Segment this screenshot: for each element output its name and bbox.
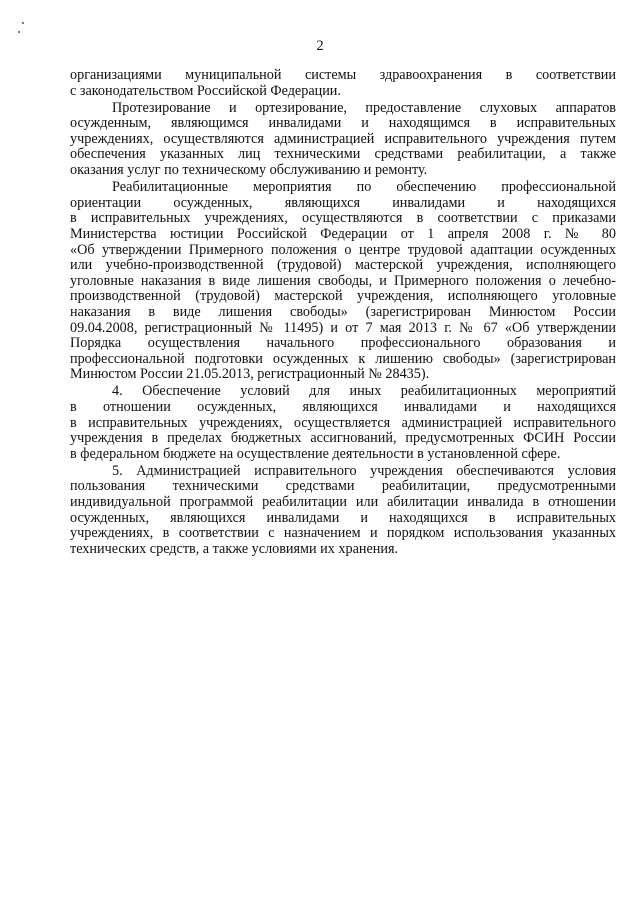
scan-speck xyxy=(18,31,20,33)
text-line: Реабилитационные мероприятия по обеспечению профессиональной xyxy=(112,179,616,196)
text-line: Протезирование и ортезирование, предоставление слуховых аппаратов xyxy=(112,99,616,116)
paragraph xyxy=(70,384,616,462)
scan-speck xyxy=(22,22,24,24)
text-line: обеспечения указанных лиц техническими средствами реабилитации, а также xyxy=(70,146,616,163)
paragraph xyxy=(70,68,616,99)
text-line: пользования техническими средствами реабилитации, предусмотренными xyxy=(70,478,616,495)
text-line: или учебно-производственной (трудовой) мастерской учреждения, исполняющего xyxy=(70,257,616,274)
text-line: «Об утверждении Примерного положения о центре трудовой адаптации осужденных xyxy=(70,241,616,258)
text-line: 09.04.2008, регистрационный № 11495) и от 7 мая 2013 г. № 67 «Об утверждении xyxy=(70,319,616,336)
text-line: Министерства юстиции Российской Федерации от 1 апреля 2008 г. № 80 xyxy=(70,225,616,242)
text-line: в отношении осужденных, являющихся инвалидами и находящихся xyxy=(70,398,616,415)
text-line: Минюстом России 21.05.2013, регистрационный № 28435). xyxy=(70,366,430,383)
text-line: производственной (трудовой) мастерской учреждения, исполняющего уголовные xyxy=(70,288,616,305)
text-line: в федеральном бюджете на осуществление деятельности в установленной сфере. xyxy=(70,445,561,462)
text-line: оказания услуг по техническому обслуживанию и ремонту. xyxy=(70,162,428,179)
text-line: 4. Обеспечение условий для иных реабилитационных мероприятий xyxy=(112,383,616,400)
text-line: осужденным, являющимся инвалидами и находящимся в исправительных xyxy=(70,115,616,132)
text-line: ориентации осужденных, являющихся инвалидами и находящихся xyxy=(70,194,616,211)
text-line: уголовные наказания в виде лишения свободы, и Примерного положения о лечебно- xyxy=(70,272,616,289)
text-line: индивидуальной программой реабилитации или абилитации инвалида в отношении xyxy=(70,494,616,511)
page-number: 2 xyxy=(316,38,324,54)
text-line: в исправительных учреждениях, осуществляются в соответствии с приказами xyxy=(70,210,616,227)
text-line: организациями муниципальной системы здравоохранения в соответствии xyxy=(70,67,616,83)
document-body xyxy=(70,68,616,557)
paragraph xyxy=(70,464,616,558)
text-line: Порядка осуществления начального профессионального образования и xyxy=(70,335,616,352)
text-line: с законодательством Российской Федерации. xyxy=(70,82,341,99)
text-line: в исправительных учреждениях, осуществляется администрацией исправительного xyxy=(70,414,616,431)
text-line: осужденных, являющихся инвалидами и находящихся в исправительных xyxy=(70,509,616,526)
paragraph xyxy=(70,101,616,179)
text-line: профессиональной подготовки осужденных к лишению свободы» (зарегистрирован xyxy=(70,350,616,367)
text-line: учреждения в пределах бюджетных ассигнований, предусмотренных ФСИН России xyxy=(70,430,616,447)
text-line: 5. Администрацией исправительного учреждения обеспечиваются условия xyxy=(112,462,616,479)
text-line: учреждениях, осуществляются администрацией исправительного учреждения путем xyxy=(70,130,616,147)
text-line: технических средств, а также условиями их хранения. xyxy=(70,540,399,557)
paragraph xyxy=(70,180,616,383)
text-line: наказания в виде лишения свободы» (зарегистрирован Минюстом России xyxy=(70,303,616,320)
text-line: учреждениях, в соответствии с назначением и порядком использования указанных xyxy=(70,525,616,542)
